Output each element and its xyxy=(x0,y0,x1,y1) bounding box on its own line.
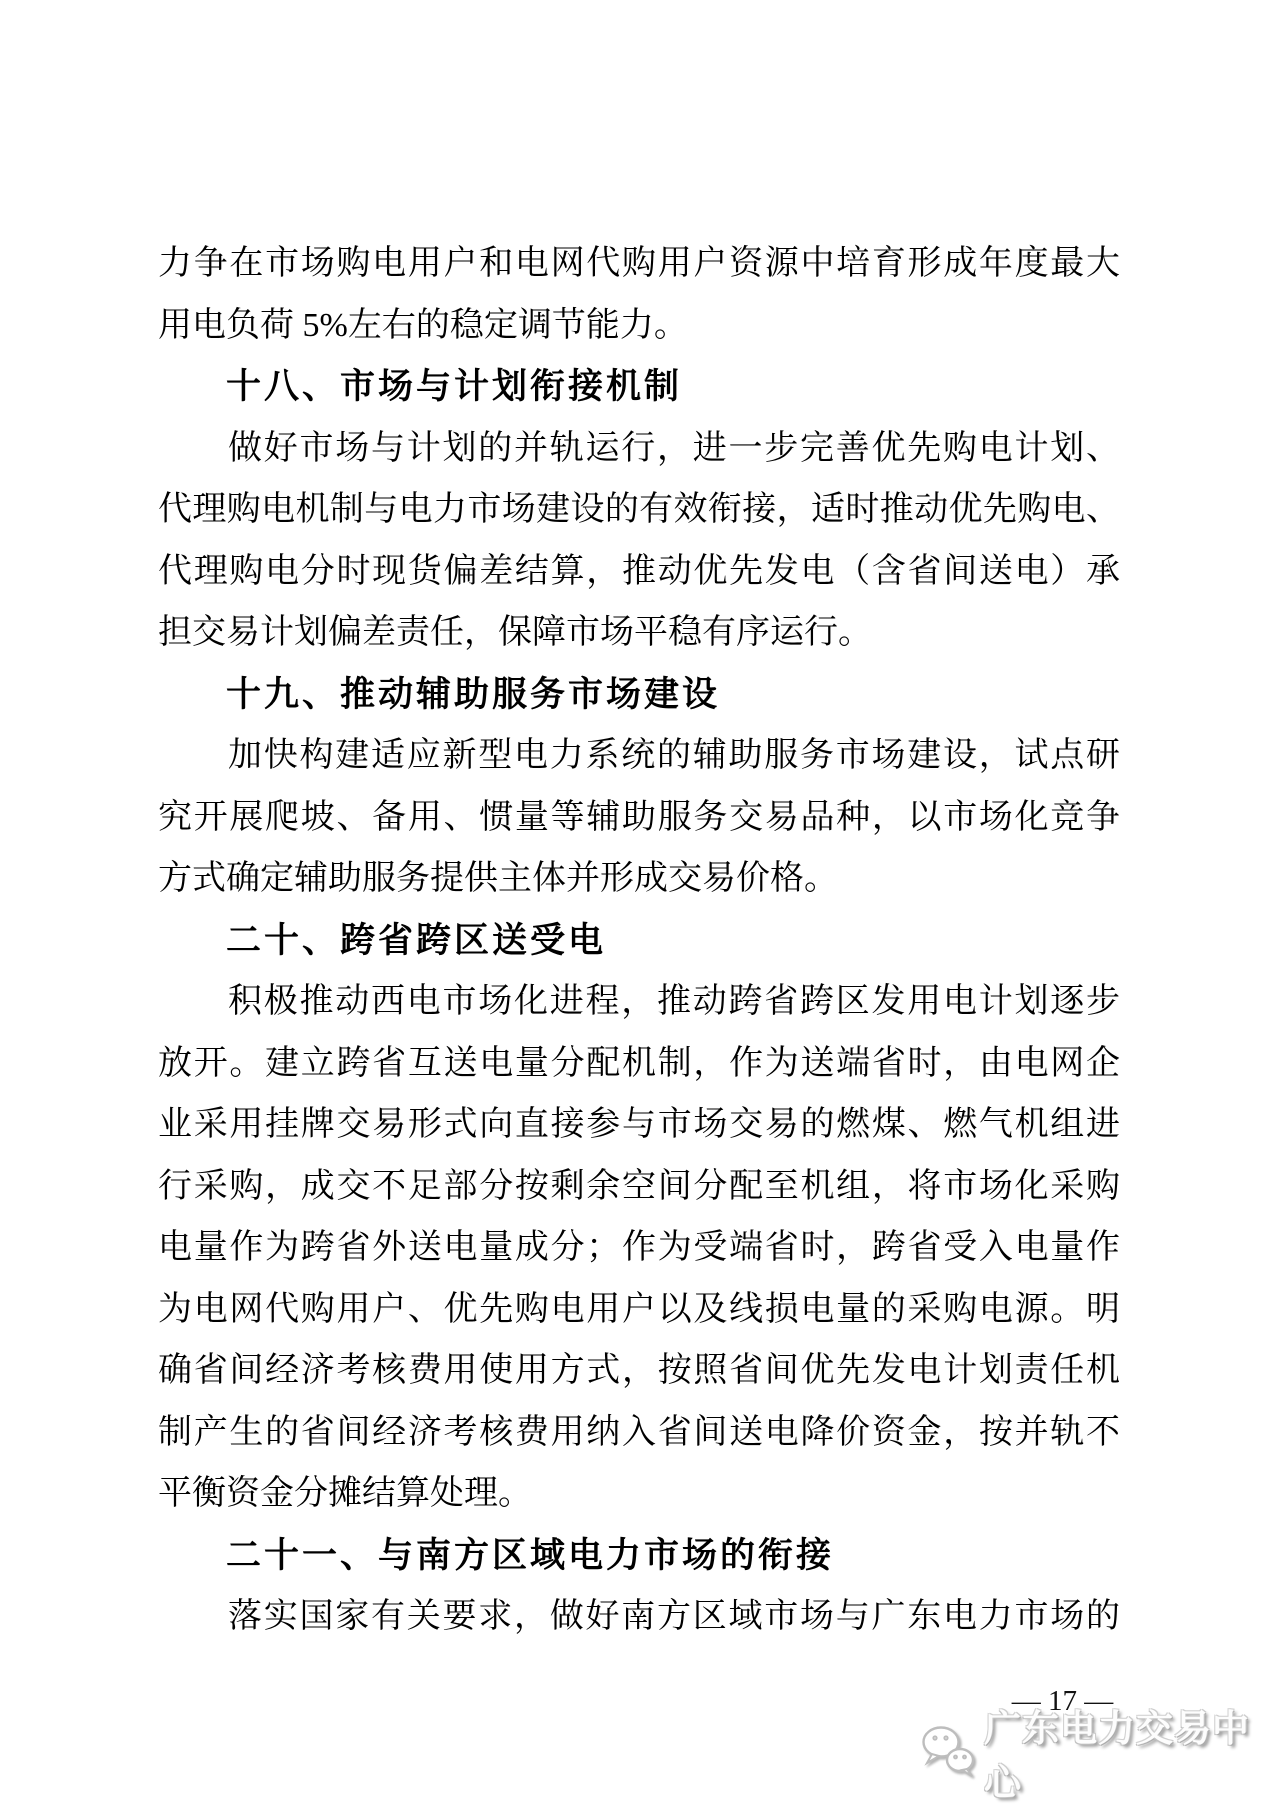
brand-name: 广东电力交易中心 xyxy=(984,1708,1250,1803)
body-line: 积极推动西电市场化进程，推动跨省跨区发用电计划逐步 xyxy=(228,983,1120,1020)
body-line: 业采用挂牌交易形式向直接参与市场交易的燃煤、燃气机组进 xyxy=(158,1106,1120,1143)
body-line: 用电负荷 5%左右的稳定调节能力。 xyxy=(158,306,688,344)
body-line: 落实国家有关要求，做好南方区域市场与广东电力市场的 xyxy=(228,1598,1120,1635)
body-line: 代理购电分时现货偏差结算，推动优先发电（含省间送电）承 xyxy=(158,552,1120,590)
heading-section-20: 二十、跨省跨区送受电 xyxy=(226,920,607,960)
page-number: — 17 — xyxy=(1011,1685,1114,1717)
body-line: 平衡资金分摊结算处理。 xyxy=(158,1475,532,1512)
brand-watermark xyxy=(920,1708,1280,1803)
heading-section-19: 十九、推动辅助服务市场建设 xyxy=(226,674,721,714)
body-line: 放开。建立跨省互送电量分配机制，作为送端省时，由电网企 xyxy=(158,1044,1120,1082)
body-line: 代理购电机制与电力市场建设的有效衔接，适时推动优先购电、 xyxy=(158,491,1120,528)
body-line: 行采购，成交不足部分按剩余空间分配至机组，将市场化采购 xyxy=(158,1167,1120,1205)
wechat-bubbles-icon xyxy=(920,1723,978,1781)
body-line: 担交易计划偏差责任，保障市场平稳有序运行。 xyxy=(158,614,872,651)
body-line: 电量作为跨省外送电量成分；作为受端省时，跨省受入电量作 xyxy=(158,1229,1120,1266)
heading-section-18: 十八、市场与计划衔接机制 xyxy=(226,367,683,406)
body-line: 力争在市场购电用户和电网代购用户资源中培育形成年度最大 xyxy=(158,245,1120,282)
document-body xyxy=(158,233,1120,1648)
body-line: 确省间经济考核费用使用方式，按照省间优先发电计划责任机 xyxy=(158,1352,1120,1389)
body-line: 加快构建适应新型电力系统的辅助服务市场建设，试点研 xyxy=(228,737,1120,774)
body-line: 究开展爬坡、备用、惯量等辅助服务交易品种，以市场化竞争 xyxy=(158,798,1120,836)
body-line: 方式确定辅助服务提供主体并形成交易价格。 xyxy=(158,860,838,897)
heading-section-21: 二十一、与南方区域电力市场的衔接 xyxy=(226,1535,835,1575)
body-line: 为电网代购用户、优先购电用户以及线损电量的采购电源。明 xyxy=(158,1290,1120,1328)
body-line: 制产生的省间经济考核费用纳入省间送电降价资金，按并轨不 xyxy=(158,1413,1120,1451)
body-line: 做好市场与计划的并轨运行，进一步完善优先购电计划、 xyxy=(228,429,1120,467)
